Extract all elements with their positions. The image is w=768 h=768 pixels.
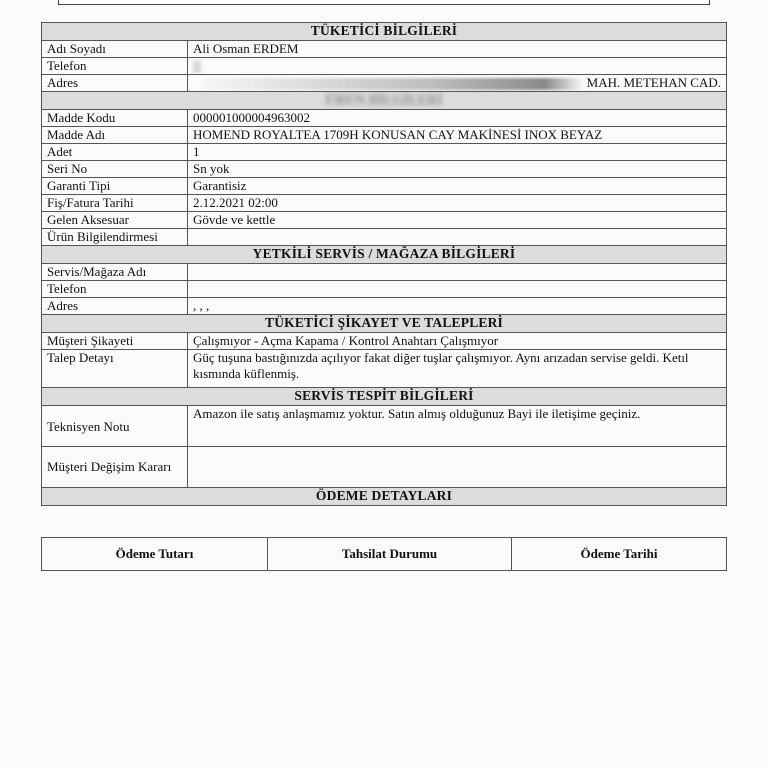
label-product-invoice: Fiş/Fatura Tarihi [42, 195, 188, 212]
payment-table [41, 537, 727, 571]
service-form-table [41, 22, 727, 506]
label-product-info: Ürün Bilgilendirmesi [42, 229, 188, 246]
label-service-name: Servis/Mağaza Adı [42, 264, 188, 281]
payment-header-status: Tahsilat Durumu [268, 538, 512, 571]
label-product-code: Madde Kodu [42, 110, 188, 127]
value-product-invoice: 2.12.2021 02:00 [188, 195, 727, 212]
label-product-warranty: Garanti Tipi [42, 178, 188, 195]
section-consumer [42, 23, 727, 41]
value-product-qty: 1 [188, 144, 727, 161]
section-title-consumer: TÜKETİCİ BİLGİLERİ [42, 23, 727, 41]
payment-header-amount: Ödeme Tutarı [42, 538, 268, 571]
row-service-phone [42, 281, 727, 298]
value-consumer-address [188, 75, 727, 92]
row-product-warranty [42, 178, 727, 195]
value-diagnosis-decision [188, 447, 727, 488]
value-product-name: HOMEND ROYALTEA 1709H KONUSAN CAY MAKİNESİ INOX BEYAZ [188, 127, 727, 144]
redacted-phone [193, 61, 201, 73]
label-service-phone: Telefon [42, 281, 188, 298]
row-diagnosis-decision [42, 447, 727, 488]
row-product-code [42, 110, 727, 127]
label-product-qty: Adet [42, 144, 188, 161]
row-product-serial [42, 161, 727, 178]
row-product-invoice [42, 195, 727, 212]
value-product-info [188, 229, 727, 246]
label-service-address: Adres [42, 298, 188, 315]
label-consumer-phone: Telefon [42, 58, 188, 75]
row-consumer-address [42, 75, 727, 92]
label-consumer-address: Adres [42, 75, 188, 92]
label-product-name: Madde Adı [42, 127, 188, 144]
label-diagnosis-decision: Müşteri Değişim Kararı [42, 447, 188, 488]
value-product-code: 000001000004963002 [188, 110, 727, 127]
value-service-phone [188, 281, 727, 298]
row-product-info [42, 229, 727, 246]
address-visible-part: MAH. METEHAN CAD. [586, 75, 721, 90]
section-complaint [42, 315, 727, 333]
section-title-payment: ÖDEME DETAYLARI [42, 488, 727, 506]
label-complaint-detail: Talep Detayı [42, 350, 188, 388]
section-title-service: YETKİLİ SERVİS / MAĞAZA BİLGİLERİ [42, 246, 727, 264]
section-title-product: ÜRÜN BİLGİLERİ [42, 92, 727, 110]
section-title-complaint: TÜKETİCİ ŞİKAYET VE TALEPLERİ [42, 315, 727, 333]
label-complaint-customer: Müşteri Şikayeti [42, 333, 188, 350]
row-consumer-name [42, 41, 727, 58]
label-product-serial: Seri No [42, 161, 188, 178]
section-service [42, 246, 727, 264]
value-complaint-detail: Güç tuşuna bastığınızda açılıyor fakat diğer tuşlar çalışmıyor. Aynı arızadan servise geldi. Ketıl kısmında küflenmiş. [188, 350, 727, 388]
value-diagnosis-tech: Amazon ile satış anlaşmamız yoktur. Satın almış olduğunuz Bayi ile iletişime geçiniz. [188, 406, 727, 447]
value-product-serial: Sn yok [188, 161, 727, 178]
row-diagnosis-tech [42, 406, 727, 447]
value-product-warranty: Garantisiz [188, 178, 727, 195]
payment-header-date: Ödeme Tarihi [512, 538, 727, 571]
row-complaint-customer [42, 333, 727, 350]
row-service-name [42, 264, 727, 281]
section-title-diagnosis: SERVİS TESPİT BİLGİLERİ [42, 388, 727, 406]
value-consumer-name: Ali Osman ERDEM [188, 41, 727, 58]
value-service-address: , , , [188, 298, 727, 315]
value-service-name [188, 264, 727, 281]
value-product-accessory: Gövde ve kettle [188, 212, 727, 229]
row-service-address [42, 298, 727, 315]
row-consumer-phone [42, 58, 727, 75]
row-product-qty [42, 144, 727, 161]
top-border-box [58, 0, 710, 5]
label-consumer-name: Adı Soyadı [42, 41, 188, 58]
row-product-accessory [42, 212, 727, 229]
redacted-address [203, 78, 583, 90]
label-product-accessory: Gelen Aksesuar [42, 212, 188, 229]
value-consumer-phone [188, 58, 727, 75]
section-diagnosis [42, 388, 727, 406]
section-payment [42, 488, 727, 506]
label-diagnosis-tech: Teknisyen Notu [42, 406, 188, 447]
row-product-name [42, 127, 727, 144]
value-complaint-customer: Çalışmıyor - Açma Kapama / Kontrol Anahtarı Çalışmıyor [188, 333, 727, 350]
row-complaint-detail [42, 350, 727, 388]
section-product [42, 92, 727, 110]
payment-header-row [42, 538, 727, 571]
